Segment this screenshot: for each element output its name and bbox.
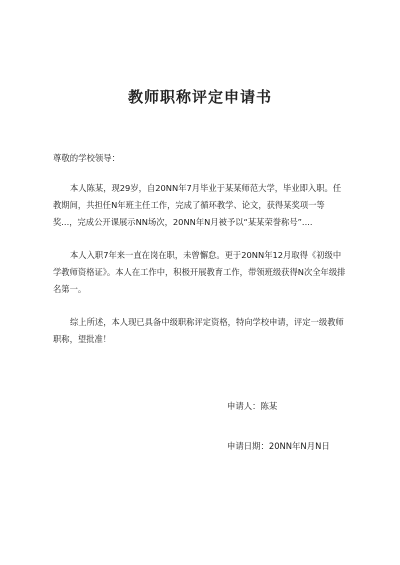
document-title: 教师职称评定申请书	[127, 88, 272, 106]
salutation: 尊敬的学校领导：	[53, 153, 120, 163]
paragraph-request: 综上所述，本人现已具备中级职称评定资格，特向学校申请，评定一级教师职称，望批准！	[53, 317, 344, 344]
application-date-line: 申请日期：20NN年N月N日	[227, 441, 330, 451]
applicant-signature-line: 申请人：陈某	[227, 401, 278, 411]
paragraph-experience: 本人陈某，现29岁，自20NN年7月毕业于某某师范大学，毕业即入职。任教期间，共担任N年班主任工作，完成了循环教学、论文，获得某奖项一等奖...，完成公开课展示NN场次，20NN年N月被予以“某某荣誉称号”....	[53, 183, 342, 227]
paragraph-qualification: 本人入职7年来一直在岗在职，未曾懈怠。更于20NN年12月取得《初级中学教师资格证》。本人在工作中，积极开展教育工作，带领班级获得N次全年级排名第一。	[53, 250, 346, 294]
